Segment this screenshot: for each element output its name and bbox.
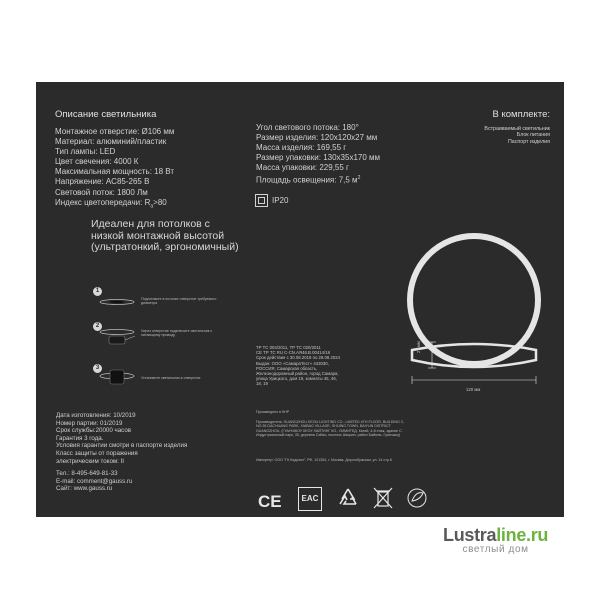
step-number: 2 — [93, 322, 102, 331]
class-ii-icon — [255, 194, 268, 207]
info-line: Номер партии: 01/2019 — [56, 419, 123, 427]
cert-line: Железнодорожный район, город Самара, — [256, 371, 339, 377]
spec-area: Площадь освещения: 7,5 $м^2$ — [256, 175, 361, 186]
step-3-illustration — [97, 368, 137, 390]
step-2-illustration — [97, 328, 137, 350]
width-dimension: 120 мм — [466, 387, 481, 392]
recycle-icon — [336, 486, 360, 510]
spec-line: Угол светового потока: 180° — [256, 123, 359, 132]
lustraline-logo — [443, 525, 548, 555]
ce-mark: CE — [258, 492, 282, 511]
info-line: Срок службы:20000 часов — [56, 427, 132, 435]
info-email: E-mail: comment@gauss.ru — [56, 477, 133, 485]
made-in: Произведено в КНР — [256, 410, 290, 414]
cert-line: Выдан: ООО «СамараТест» 443030, — [256, 360, 329, 366]
crossed-bin-icon — [372, 486, 394, 510]
cert-line: СЕ ТР ТС RU С-CN.АЯ46.В.00414/19 — [256, 350, 331, 356]
step-number: 3 — [93, 364, 102, 373]
production-info — [56, 412, 187, 493]
spec-line: Масса упаковки: 229,55 г — [256, 163, 349, 173]
product-drawing — [392, 228, 552, 403]
kit-item: Блок питания — [516, 132, 550, 139]
eco-leaf-icon — [406, 487, 428, 509]
spec-line: Напряжение: AC85-265 В — [55, 177, 150, 187]
manufacturer-text: Производитель: GUANGZHOU KEOU LIGHTING CO., LIMITED 4TH FLOOR, BUILDING C, NO.35 DACHUANG PARK, XIABAO VILLAGE, SHIJING TOWN, BAIYUN DISTRICT GUANGZHOU. (ГУАНЧЖОУ КЕОУ ЛАЙТИНГ КО., ЛИМИТЕД. Китай, 4-й этаж, здание С, Индустриальный парк, 35, деревня Сябао, поселок Шицзин, район Байюнь, Гуанчжоу) — [256, 420, 405, 437]
spec-line: Масса изделия: 169,55 г — [256, 143, 347, 153]
step-text: Через отверстие подключите светильник к питающему проводу — [141, 329, 212, 338]
cert-line: Срок действия с 30.08.2019 по 29.08.2024 — [256, 355, 341, 361]
certificate-block — [256, 345, 396, 387]
logo-subtitle: светлый дом — [462, 544, 529, 555]
info-line: Гарантия 3 года. — [56, 434, 104, 442]
step-text: Установите светильник в отверстие — [141, 376, 201, 380]
ip-rating: IP20 — [272, 196, 289, 205]
info-line: Условия гарантии смотри в паспорте изделия — [56, 442, 188, 450]
logo-text: Lustraline.ru — [443, 525, 549, 545]
step-number: 1 — [93, 287, 102, 296]
description-title: Описание светильника — [55, 109, 157, 120]
spec-line: Размер изделия: 120х120х27 мм — [256, 133, 378, 143]
info-line: Класс защиты от поражения — [56, 449, 138, 457]
step-1-illustration — [97, 296, 137, 308]
height-dimension: 27 мм — [416, 341, 421, 353]
info-line: электрическим током: II — [56, 457, 125, 465]
spec-line: Максимальная мощность: 18 Вт — [55, 167, 174, 177]
info-site: Сайт: www.gauss.ru — [56, 485, 113, 493]
spec-line: Монтажное отверстие: Ø106 мм — [55, 127, 175, 136]
kit-title: В комплекте: — [492, 109, 550, 120]
middle-spec-list — [256, 123, 380, 186]
info-line: Дата изготовления: 10/2019 — [56, 412, 136, 419]
left-spec-list — [55, 127, 174, 211]
spec-line: Материал: алюминий/пластик — [55, 137, 167, 147]
cert-line: улица Урицкого, дом 19, комнаты 45, 46, — [256, 376, 337, 382]
kit-item: Паспорт изделия — [508, 138, 550, 145]
cert-line: 18, 19 — [256, 381, 268, 387]
package-panel — [36, 82, 564, 517]
cert-line: ТР ТС 004/2011, ТР ТС 020/2011 — [256, 345, 321, 350]
spec-line: Световой поток: 1800 Лм — [55, 187, 148, 197]
info-phone: Тел.: 8-495-649-81-33 — [56, 470, 118, 478]
cert-line: РОССИЯ, Самарская область, — [256, 365, 318, 371]
kit-list — [484, 126, 550, 145]
spec-line: Цвет свечения: 4000 К — [55, 157, 139, 167]
spec-line: Размер упаковки: 130х35х170 мм — [256, 153, 381, 163]
spec-line: Тип лампы: LED — [55, 147, 116, 157]
ideal-text: Идеален для потолков с низкой монтажной высотой (ультратонкий, эргономичный) — [91, 218, 239, 253]
kit-item: Встраиваемый светильник — [484, 126, 550, 132]
eac-mark: EAC — [298, 487, 322, 511]
step-text: Подготовьте в потолке отверстие требуемого диаметра — [141, 297, 217, 306]
spec-cri: Индекс цветопередачи: $R_a>80$ — [55, 197, 167, 210]
importer-text: Импортер: ООО "ГК Кодизэл", РФ, 121354, г. Москва, Дорогобужская, ул. 14 стр.6 — [256, 458, 392, 462]
